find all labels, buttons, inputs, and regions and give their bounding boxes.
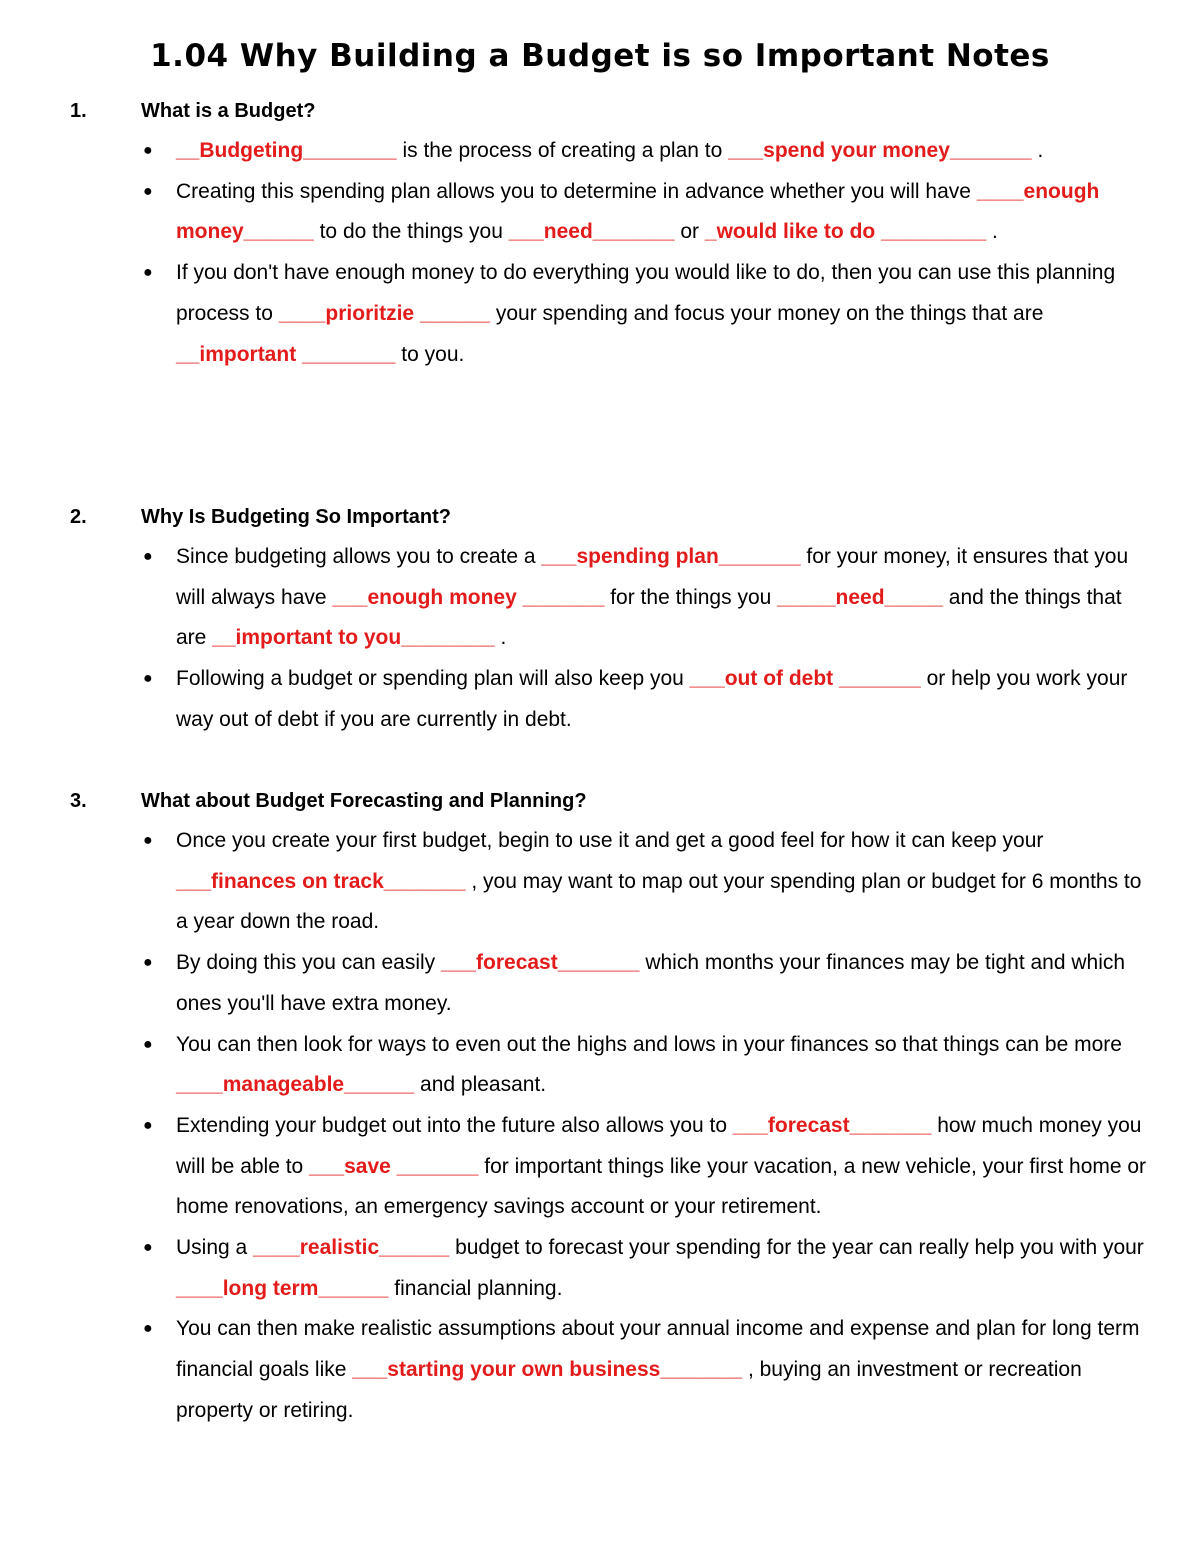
bullet-icon: ●	[143, 1239, 153, 1257]
answer-fill: ___starting your own business_______	[352, 1358, 743, 1382]
note-text: Following a budget or spending plan will also keep you	[176, 667, 690, 691]
page-title: 1.04 Why Building a Budget is so Important Notes	[150, 38, 1050, 74]
bullet-icon: ●	[143, 264, 153, 282]
answer-fill: _would like to do _________	[704, 220, 987, 244]
note-text: Creating this spending plan allows you to determine in advance whether you will have	[176, 179, 977, 203]
answer-fill: ____manageable______	[176, 1073, 415, 1097]
note-text: By doing this you can easily	[176, 951, 441, 975]
bullet-item	[70, 659, 1150, 740]
bullet-icon: ●	[143, 182, 153, 200]
answer-fill: ___forecast_______	[440, 951, 640, 975]
bullet-icon: ●	[143, 142, 153, 159]
bullet-icon: ●	[143, 548, 153, 565]
note-text: financial planning.	[388, 1276, 563, 1300]
bullet-icon: ●	[143, 832, 153, 849]
answer-fill: ____prioritzie ______	[278, 301, 491, 325]
answer-fill: _____need_____	[777, 585, 943, 609]
note-text: for your money, it ensures that you will always have	[176, 545, 1129, 609]
note-text: Once you create your first budget, begin to use it and get a good feel for how it can keep your	[176, 829, 1044, 852]
note-text: , buying an investment or recreation property or retiring.	[176, 1358, 1082, 1422]
note-text: or help you work your way out of debt if you are currently in debt.	[176, 667, 1128, 731]
section-title: What about Budget Forecasting and Planning?	[141, 790, 587, 812]
answer-fill: ___out of debt _______	[689, 667, 921, 691]
bullet-item	[70, 1025, 1150, 1106]
note-text: how much money you will be able to	[176, 1113, 1142, 1178]
note-text: to do the things you	[313, 220, 509, 244]
note-text: Using a	[176, 1236, 254, 1260]
answer-fill: ____long term______	[176, 1276, 389, 1300]
note-text: .	[986, 220, 998, 244]
section-what-is-a-budget	[70, 91, 1150, 375]
bullet-item	[70, 131, 1150, 172]
bullet-list	[70, 537, 1150, 741]
section-number: 3.	[70, 790, 87, 812]
note-text: your spending and focus your money on the things that are	[490, 301, 1044, 325]
note-text: If you don't have enough money to do everything you would like to do, then you can use this planning process to	[176, 261, 1116, 325]
answer-fill: __Budgeting________	[176, 139, 397, 162]
bullet-list	[70, 131, 1150, 375]
note-text: for the things you	[604, 585, 778, 609]
bullet-item	[70, 537, 1150, 659]
note-text: and pleasant.	[414, 1073, 547, 1097]
note-text: You can then look for ways to even out the highs and lows in your finances so that things can be more	[176, 1032, 1122, 1056]
section-why-budgeting-important	[70, 497, 1150, 741]
bullet-item	[70, 821, 1150, 943]
answer-fill: ___forecast_______	[732, 1113, 932, 1137]
note-text: which months your finances may be tight and which ones you'll have extra money.	[176, 951, 1126, 1015]
bullet-item	[70, 1228, 1150, 1309]
note-text: and the things that are	[176, 585, 1122, 650]
answer-fill: ___finances on track_______	[176, 869, 466, 893]
section-heading	[70, 91, 1150, 131]
section-heading	[70, 781, 1150, 821]
bullet-icon: ●	[143, 1320, 153, 1338]
section-title: Why Is Budgeting So Important?	[141, 506, 451, 528]
section-number: 1.	[70, 100, 87, 122]
section-number: 2.	[70, 506, 87, 528]
answer-fill: ___need_______	[508, 220, 675, 244]
answer-fill: ___spend your money_______	[728, 139, 1032, 162]
note-text: .	[494, 626, 507, 650]
answer-fill: ___spending plan_______	[541, 545, 801, 568]
answer-fill: __important ________	[176, 342, 396, 366]
answer-fill: __important to you________	[212, 626, 495, 650]
note-text: or	[674, 220, 705, 244]
bullet-icon: ●	[143, 670, 153, 688]
answer-fill: ___save _______	[309, 1154, 479, 1178]
bullet-icon: ●	[143, 954, 153, 972]
note-text: budget to forecast your spending for the year can really help you with your	[449, 1236, 1144, 1260]
note-text: for important things like your vacation, a new vehicle, your first home or home renovations, an emergency savings account or your retirement.	[176, 1154, 1147, 1219]
section-title: What is a Budget?	[141, 100, 316, 122]
bullet-item	[70, 253, 1150, 375]
note-text: , you may want to map out your spending plan or budget for 6 months to a year down the road.	[176, 869, 1142, 934]
bullet-item	[70, 172, 1150, 253]
note-text: .	[1031, 139, 1044, 162]
bullet-icon: ●	[143, 1116, 153, 1134]
bullet-list	[70, 821, 1150, 1432]
note-text: to you.	[395, 342, 465, 366]
bullet-icon: ●	[143, 1035, 153, 1053]
note-text: Since budgeting allows you to create a	[176, 545, 542, 568]
note-text: is the process of creating a plan to	[396, 139, 729, 162]
bullet-item	[70, 1106, 1150, 1228]
note-text: You can then make realistic assumptions about your annual income and expense and plan for long term financial goals like	[176, 1317, 1140, 1382]
bullet-item	[70, 943, 1150, 1024]
answer-fill: ____enough money______	[176, 179, 1100, 244]
note-text: Extending your budget out into the future also allows you to	[176, 1113, 733, 1137]
answer-fill: ___enough money _______	[332, 585, 605, 609]
section-heading	[70, 497, 1150, 537]
answer-fill: ____realistic______	[253, 1236, 450, 1260]
section-budget-forecasting	[70, 781, 1150, 1432]
bullet-item	[70, 1309, 1150, 1431]
